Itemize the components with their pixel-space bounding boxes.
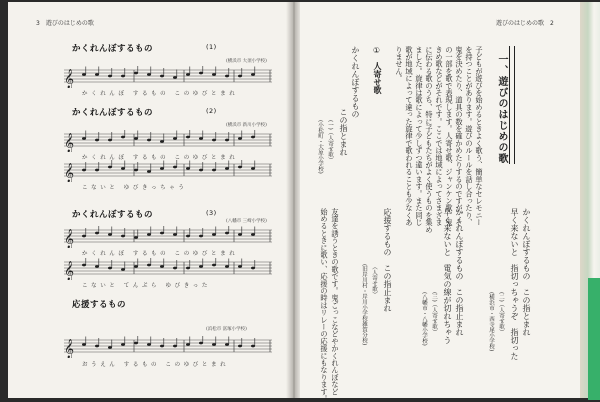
note-head	[95, 345, 99, 348]
song-note: (一)（人寄せ歌）	[327, 120, 333, 163]
intro-line: ました。旋律は歌によって少しずつ違います。また同じ	[415, 46, 424, 226]
note-head	[186, 73, 190, 76]
music-staff	[64, 66, 272, 88]
staff-svg	[64, 258, 272, 280]
song-note: (三)（人寄せ歌）	[431, 292, 437, 335]
song-title-3: かくれんぼするもの	[72, 210, 154, 220]
song-line: かくれんぼするもの この指止まれ	[455, 208, 464, 336]
note-head	[147, 170, 151, 173]
note-head	[251, 136, 255, 139]
note-head	[251, 167, 255, 170]
note-head	[160, 140, 164, 143]
song-source-2: (横浜市 新川小学校)	[226, 123, 267, 128]
note-head	[238, 265, 242, 268]
intro-line: を持つことがあります。遊びのルールを話し合ったり、	[465, 46, 474, 226]
song-line: 早く来ないと 指切っちゃうぞ 指切った	[510, 208, 519, 360]
note-head	[82, 264, 86, 267]
song-number-3: (3)	[206, 209, 217, 217]
note-head	[160, 232, 164, 235]
note-head	[212, 73, 216, 76]
note-head	[134, 265, 138, 268]
treble-clef: 𝄞	[64, 229, 75, 248]
lyric-line: かくれんぼ するもの このゆびとまれ	[82, 155, 239, 161]
treble-clef: 𝄞	[64, 69, 75, 88]
staff-svg	[64, 336, 272, 358]
note-head	[186, 167, 190, 170]
note-head	[134, 342, 138, 345]
note-head	[95, 232, 99, 235]
closing-line: 友達を誘うときの歌です。鬼ごっこなどやかくれんぼなど	[331, 208, 340, 396]
note-head	[82, 343, 86, 346]
song-place: (旧岸川村・岸川小学校雑賀分校)	[361, 264, 367, 346]
treble-clef: 𝄞	[64, 133, 75, 152]
note-head	[225, 75, 229, 78]
book-spread	[8, 2, 580, 402]
treble-clef: 𝄞	[64, 339, 75, 358]
green-bookmark	[588, 278, 600, 400]
note-head	[121, 343, 125, 346]
staff-svg	[64, 66, 272, 88]
note-head	[199, 265, 203, 268]
note-head	[225, 167, 229, 170]
note-head	[225, 232, 229, 235]
song-number-2: (2)	[206, 107, 217, 115]
song-note: (二)（人寄せ歌）	[498, 292, 504, 335]
lyric-line: かくれんぼ するもの このゆびとまれ	[82, 251, 239, 257]
chapter-title: 一、遊びのはじめの歌	[496, 54, 507, 164]
note-head	[160, 265, 164, 268]
note-head	[199, 169, 203, 172]
note-head	[199, 72, 203, 75]
note-head	[108, 75, 112, 78]
right-running-head: 遊びのはじめの歌 2	[496, 20, 554, 27]
song-line: かくれんぼするもの	[351, 46, 360, 118]
note-head	[82, 73, 86, 76]
song-title-2: かくれんぼするもの	[72, 108, 154, 118]
note-head	[160, 167, 164, 170]
intro-line: 子どもが遊びを始めるときよく歌う、簡単なセレモニー	[475, 46, 484, 226]
note-head	[212, 343, 216, 346]
song-source-1: (横浜市 大須小学校)	[226, 59, 267, 64]
note-head	[108, 233, 112, 236]
note-head	[212, 169, 216, 172]
song-title-4: 応援するもの	[72, 300, 127, 310]
intro-line: 鬼を決めたり、道具の数を確かめたりするのですが、そ	[455, 46, 464, 226]
note-head	[108, 267, 112, 270]
note-head	[212, 139, 216, 142]
heading-number: ①	[372, 46, 381, 55]
note-head	[134, 169, 138, 172]
note-head	[134, 236, 138, 239]
staff-svg	[64, 226, 272, 248]
staff-svg	[64, 160, 272, 182]
note-head	[186, 136, 190, 139]
music-staff	[64, 226, 272, 248]
note-head	[147, 73, 151, 76]
note-head	[160, 345, 164, 348]
intro-line: 歌が地域によって違った旋律で歌われることも少なくあ	[405, 46, 414, 226]
note-head	[147, 233, 151, 236]
note-head	[199, 235, 203, 238]
note-head	[251, 267, 255, 270]
intro-line: の一部を歌で表現します。人寄せ歌、ジャンケン歌、鬼	[445, 46, 454, 226]
note-head	[251, 73, 255, 76]
intro-line: に伝わる歌のうち、特に子どもたちがよく使うものを集め	[425, 46, 434, 234]
closing-line: 始めるときに歌い、応援の時はリレーの応援にもなります。	[320, 208, 329, 402]
note-head	[173, 233, 177, 236]
music-staff	[64, 336, 272, 358]
note-head	[238, 75, 242, 78]
heading-text: 人寄せ歌	[373, 62, 382, 94]
note-head	[147, 139, 151, 142]
note-head	[238, 345, 242, 348]
music-staff	[64, 130, 272, 152]
note-head	[225, 343, 229, 346]
note-head	[225, 139, 229, 142]
lyric-line: おうえん するもの このゆびとまれ	[82, 362, 230, 368]
treble-clef: 𝄞	[64, 261, 75, 280]
note-head	[121, 268, 125, 271]
intro-line: きめ歌などがそれです。ここでは地域によってさまざま	[435, 46, 444, 226]
intro-line: りません。	[395, 46, 404, 82]
note-head	[212, 264, 216, 267]
note-head	[147, 264, 151, 267]
note-head	[108, 139, 112, 142]
lyric-line: こないと てんぷら ゆびきった	[82, 283, 211, 289]
note-head	[121, 167, 125, 170]
song-line: 応援するもの この指止まれ	[383, 208, 392, 312]
note-head	[173, 137, 177, 140]
song-place: (横浜市・西寺尾小学校)	[488, 292, 494, 352]
song-line: かくれんぼするもの この指とまれ	[522, 208, 531, 336]
note-head	[199, 137, 203, 140]
note-head	[186, 267, 190, 270]
lyric-line: かくれんぼ するもの このゆびとまれ	[82, 91, 239, 97]
note-head	[82, 137, 86, 140]
song-place: (八幡市・八幡小学校)	[421, 292, 427, 346]
left-running-head: 3 遊びのはじめの歌	[36, 20, 94, 27]
song-title-1: かくれんぼするもの	[72, 44, 154, 54]
chapter-title-rule	[509, 46, 515, 164]
note-head	[108, 166, 112, 169]
staff-svg	[64, 130, 272, 152]
note-head	[121, 235, 125, 238]
note-head	[134, 137, 138, 140]
left-page	[8, 2, 288, 398]
song-source-4: (浜松市 富塚小学校)	[206, 327, 247, 332]
note-head	[238, 137, 242, 140]
note-head	[95, 169, 99, 172]
note-head	[186, 343, 190, 346]
note-head	[134, 72, 138, 75]
note-head	[82, 235, 86, 238]
note-head	[251, 345, 255, 348]
lyric-line: こないと ゆびきっちゃう	[82, 185, 188, 191]
note-head	[108, 346, 112, 349]
note-head	[225, 265, 229, 268]
music-staff	[64, 160, 272, 182]
note-head	[251, 233, 255, 236]
note-head	[82, 169, 86, 172]
song-place: (小松町・大原小学校)	[317, 120, 323, 174]
note-head	[147, 343, 151, 346]
note-head	[95, 139, 99, 142]
song-number-1: (1)	[206, 43, 217, 51]
note-head	[121, 75, 125, 78]
note-head	[121, 136, 125, 139]
note-head	[212, 233, 216, 236]
note-head	[238, 166, 242, 169]
song-note: （人寄せ歌）	[371, 264, 377, 297]
song-line: この指とまれ	[339, 108, 348, 156]
note-head	[173, 345, 177, 348]
note-head	[160, 75, 164, 78]
treble-clef: 𝄞	[64, 163, 75, 182]
note-head	[238, 233, 242, 236]
note-head	[173, 267, 177, 270]
note-head	[173, 166, 177, 169]
music-staff	[64, 258, 272, 280]
note-head	[95, 265, 99, 268]
song-line: 早く来ないと 電気の線が切れちゃう	[443, 208, 452, 344]
note-head	[186, 235, 190, 238]
note-head	[199, 342, 203, 345]
note-head	[173, 76, 177, 79]
song-source-3: (八幡市 三崎小学校)	[226, 219, 267, 224]
note-head	[95, 73, 99, 76]
